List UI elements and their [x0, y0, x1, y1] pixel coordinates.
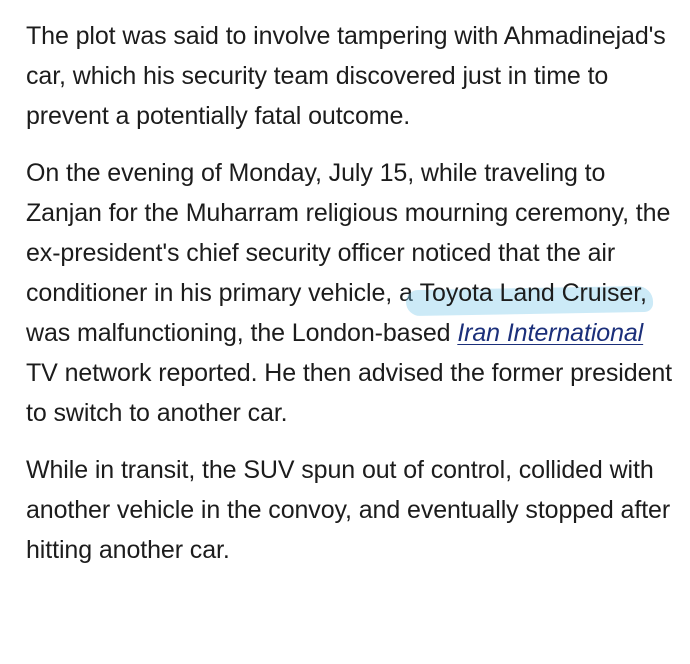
article-body [26, 16, 676, 587]
iran-international-link[interactable]: Iran International [457, 319, 644, 347]
paragraph-transit: While in transit, the SUV spun out of control, collided with another vehicle in the convoy, and eventually stopped after hitting another car. [26, 456, 671, 564]
paragraph-evening [26, 153, 676, 433]
paragraph-evening-text-end: TV network reported. He then advised the former president to switch to another car. [26, 359, 673, 427]
highlighted-text: Toyota Land Cruiser, [419, 279, 647, 307]
highlighted-phrase [420, 279, 647, 307]
paragraph-plot: The plot was said to involve tampering with Ahmadinejad's car, which his security team discovered just in time to prevent a potentially fatal outcome. [26, 22, 666, 130]
paragraph-evening-text-start: On the evening of Monday, July 15, while traveling to Zanjan for the Muharram religious mourning ceremony, the ex-president's chief security officer noticed that the air conditioner in his primary vehicle, a [26, 159, 671, 307]
paragraph-evening-text-middle: was malfunctioning, the London-based [26, 319, 458, 347]
